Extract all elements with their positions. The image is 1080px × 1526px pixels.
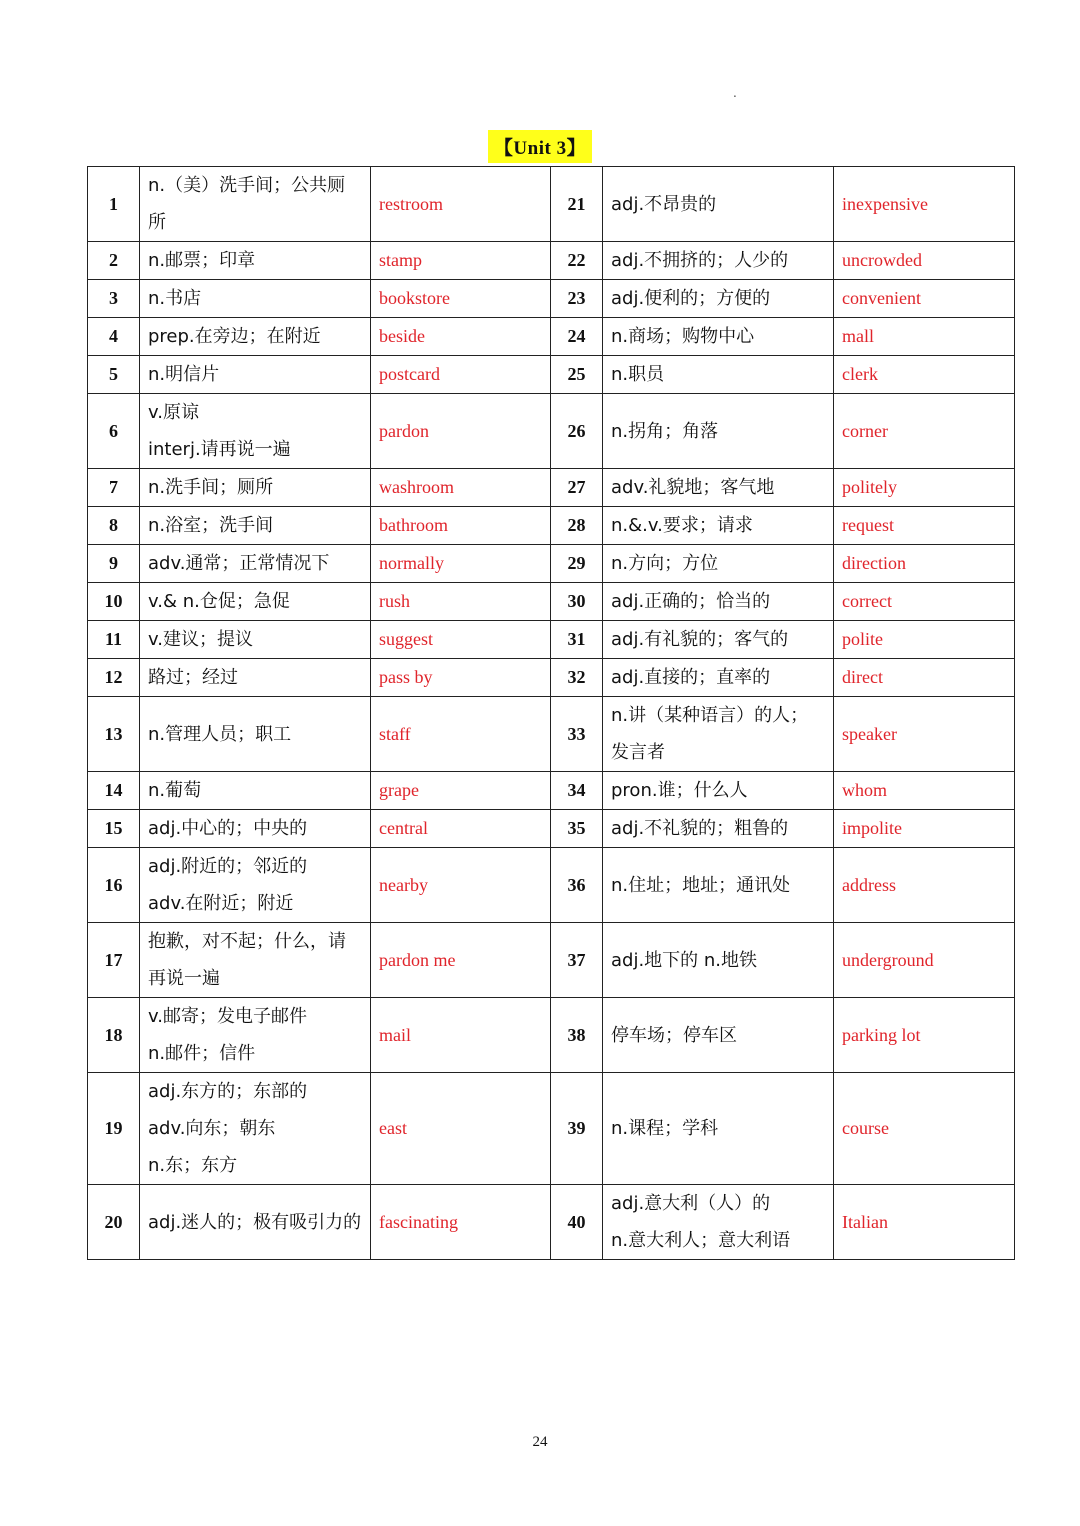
chinese-definition [603,772,834,810]
definition-line: adj.正确的；恰当的 [611,591,771,612]
english-word: east [371,1073,551,1185]
chinese-definition [140,810,371,848]
definition-line: 路过；经过 [148,667,238,688]
english-word: bathroom [371,507,551,545]
entry-number: 21 [551,167,603,242]
chinese-definition [603,583,834,621]
english-word: pardon me [371,923,551,998]
english-word: grape [371,772,551,810]
entry-number: 37 [551,923,603,998]
definition-line: 发言者 [611,742,665,763]
english-word: polite [834,621,1015,659]
english-word: politely [834,469,1015,507]
definition-line: adj.不拥挤的；人少的 [611,250,789,271]
chinese-definition [603,469,834,507]
chinese-definition [603,810,834,848]
entry-number: 11 [88,621,140,659]
entry-number: 5 [88,356,140,394]
entry-number: 30 [551,583,603,621]
table-row [88,848,1015,923]
english-word: bookstore [371,280,551,318]
english-word: address [834,848,1015,923]
entry-number: 4 [88,318,140,356]
english-word: direct [834,659,1015,697]
english-word: mall [834,318,1015,356]
entry-number: 3 [88,280,140,318]
english-word: corner [834,394,1015,469]
definition-line: 所 [148,212,166,233]
definition-line: prep.在旁边；在附近 [148,326,321,347]
chinese-definition [603,1073,834,1185]
english-word: washroom [371,469,551,507]
definition-line: v.原谅 [148,402,199,423]
entry-number: 18 [88,998,140,1073]
chinese-definition [603,998,834,1073]
definition-line: n.商场；购物中心 [611,326,755,347]
english-word: stamp [371,242,551,280]
definition-line: n.职员 [611,364,665,385]
definition-line: adj.地下的 n.地铁 [611,949,758,971]
table-row [88,621,1015,659]
vocabulary-table-body [88,167,1015,1260]
chinese-definition [603,621,834,659]
definition-line: v.建议；提议 [148,629,253,650]
unit-title: 【Unit 3】 [488,130,592,163]
entry-number: 33 [551,697,603,772]
english-word: whom [834,772,1015,810]
chinese-definition [603,394,834,469]
table-row [88,167,1015,242]
entry-number: 31 [551,621,603,659]
vocabulary-table [87,166,1015,1260]
chinese-definition [603,659,834,697]
definition-line: n.讲（某种语言）的人； [611,705,809,726]
definition-line: v.& n.仓促；急促 [148,591,290,612]
table-row [88,659,1015,697]
english-word: beside [371,318,551,356]
definition-line: adv.向东；朝东 [148,1118,276,1139]
chinese-definition [603,848,834,923]
english-word: clerk [834,356,1015,394]
chinese-definition [603,280,834,318]
definition-line: n.管理人员；职工 [148,723,292,745]
english-word: Italian [834,1185,1015,1260]
chinese-definition [140,1185,371,1260]
entry-number: 14 [88,772,140,810]
table-row [88,583,1015,621]
english-word: mail [371,998,551,1073]
definition-line: adj.不昂贵的 [611,193,717,215]
entry-number: 24 [551,318,603,356]
definition-line: interj.请再说一遍 [148,439,291,460]
entry-number: 25 [551,356,603,394]
entry-number: 39 [551,1073,603,1185]
table-row [88,356,1015,394]
table-row [88,469,1015,507]
definition-line: 再说一遍 [148,968,220,989]
english-word: impolite [834,810,1015,848]
entry-number: 28 [551,507,603,545]
chinese-definition [140,998,371,1073]
english-word: correct [834,583,1015,621]
chinese-definition [140,583,371,621]
english-word: rush [371,583,551,621]
english-word: inexpensive [834,167,1015,242]
entry-number: 9 [88,545,140,583]
entry-number: 17 [88,923,140,998]
chinese-definition [140,394,371,469]
entry-number: 26 [551,394,603,469]
entry-number: 22 [551,242,603,280]
chinese-definition [603,545,834,583]
table-row [88,1185,1015,1260]
definition-line: pron.谁；什么人 [611,780,748,801]
entry-number: 23 [551,280,603,318]
entry-number: 34 [551,772,603,810]
english-word: speaker [834,697,1015,772]
table-row [88,1073,1015,1185]
page-dot: . [733,86,737,100]
chinese-definition [140,280,371,318]
definition-line: adj.意大利（人）的 [611,1193,771,1214]
table-row [88,507,1015,545]
table-row [88,242,1015,280]
chinese-definition [140,848,371,923]
chinese-definition [140,697,371,772]
definition-line: adj.不礼貌的；粗鲁的 [611,818,789,839]
definition-line: adv.在附近；附近 [148,893,294,914]
definition-line: adv.通常；正常情况下 [148,553,330,574]
chinese-definition [603,242,834,280]
entry-number: 10 [88,583,140,621]
definition-line: adj.东方的；东部的 [148,1081,308,1102]
entry-number: 7 [88,469,140,507]
definition-line: 停车场；停车区 [611,1024,737,1046]
english-word: direction [834,545,1015,583]
chinese-definition [603,923,834,998]
entry-number: 19 [88,1073,140,1185]
chinese-definition [140,507,371,545]
entry-number: 40 [551,1185,603,1260]
chinese-definition [140,318,371,356]
entry-number: 8 [88,507,140,545]
english-word: restroom [371,167,551,242]
definition-line: n.（美）洗手间；公共厕 [148,175,346,196]
entry-number: 2 [88,242,140,280]
chinese-definition [603,356,834,394]
page-number: 24 [532,1434,548,1450]
english-word: central [371,810,551,848]
definition-line: n.洗手间；厕所 [148,477,274,498]
english-word: pass by [371,659,551,697]
english-word: pardon [371,394,551,469]
english-word: parking lot [834,998,1015,1073]
table-row [88,318,1015,356]
chinese-definition [140,772,371,810]
chinese-definition [140,1073,371,1185]
chinese-definition [603,697,834,772]
table-row [88,697,1015,772]
definition-line: 抱歉，对不起；什么，请 [148,931,346,952]
table-row [88,545,1015,583]
definition-line: n.邮件；信件 [148,1043,256,1064]
english-word: uncrowded [834,242,1015,280]
table-row [88,923,1015,998]
entry-number: 6 [88,394,140,469]
table-row [88,394,1015,469]
chinese-definition [140,545,371,583]
english-word: fascinating [371,1185,551,1260]
definition-line: adv.礼貌地；客气地 [611,477,775,498]
definition-line: n.明信片 [148,364,220,385]
definition-line: n.方向；方位 [611,553,719,574]
chinese-definition [603,507,834,545]
english-word: convenient [834,280,1015,318]
entry-number: 32 [551,659,603,697]
english-word: course [834,1073,1015,1185]
definition-line: n.课程；学科 [611,1118,719,1139]
english-word: underground [834,923,1015,998]
english-word: request [834,507,1015,545]
table-row [88,772,1015,810]
definition-line: n.书店 [148,288,202,309]
definition-line: n.意大利人；意大利语 [611,1230,791,1251]
definition-line: n.邮票；印章 [148,250,256,271]
entry-number: 20 [88,1185,140,1260]
entry-number: 15 [88,810,140,848]
definition-line: adj.直接的；直率的 [611,667,771,688]
entry-number: 1 [88,167,140,242]
entry-number: 12 [88,659,140,697]
table-row [88,280,1015,318]
english-word: staff [371,697,551,772]
definition-line: n.葡萄 [148,780,202,801]
definition-line: adj.中心的；中央的 [148,818,308,839]
english-word: postcard [371,356,551,394]
definition-line: n.住址；地址；通讯处 [611,874,791,896]
chinese-definition [140,356,371,394]
definition-line: n.拐角；角落 [611,420,719,442]
english-word: normally [371,545,551,583]
entry-number: 16 [88,848,140,923]
english-word: suggest [371,621,551,659]
definition-line: n.浴室；洗手间 [148,515,274,536]
chinese-definition [140,167,371,242]
definition-line: adj.便利的；方便的 [611,288,771,309]
chinese-definition [603,318,834,356]
definition-line: adj.迷人的；极有吸引力的 [148,1211,362,1233]
entry-number: 29 [551,545,603,583]
entry-number: 27 [551,469,603,507]
entry-number: 38 [551,998,603,1073]
definition-line: v.邮寄；发电子邮件 [148,1006,307,1027]
chinese-definition [603,167,834,242]
chinese-definition [140,469,371,507]
english-word: nearby [371,848,551,923]
entry-number: 36 [551,848,603,923]
definition-line: n.&.v.要求；请求 [611,515,753,536]
table-row [88,810,1015,848]
chinese-definition [140,923,371,998]
chinese-definition [140,242,371,280]
entry-number: 35 [551,810,603,848]
entry-number: 13 [88,697,140,772]
definition-line: adj.有礼貌的；客气的 [611,629,789,650]
definition-line: n.东；东方 [148,1155,238,1176]
chinese-definition [603,1185,834,1260]
table-row [88,998,1015,1073]
definition-line: adj.附近的；邻近的 [148,856,308,877]
chinese-definition [140,621,371,659]
chinese-definition [140,659,371,697]
